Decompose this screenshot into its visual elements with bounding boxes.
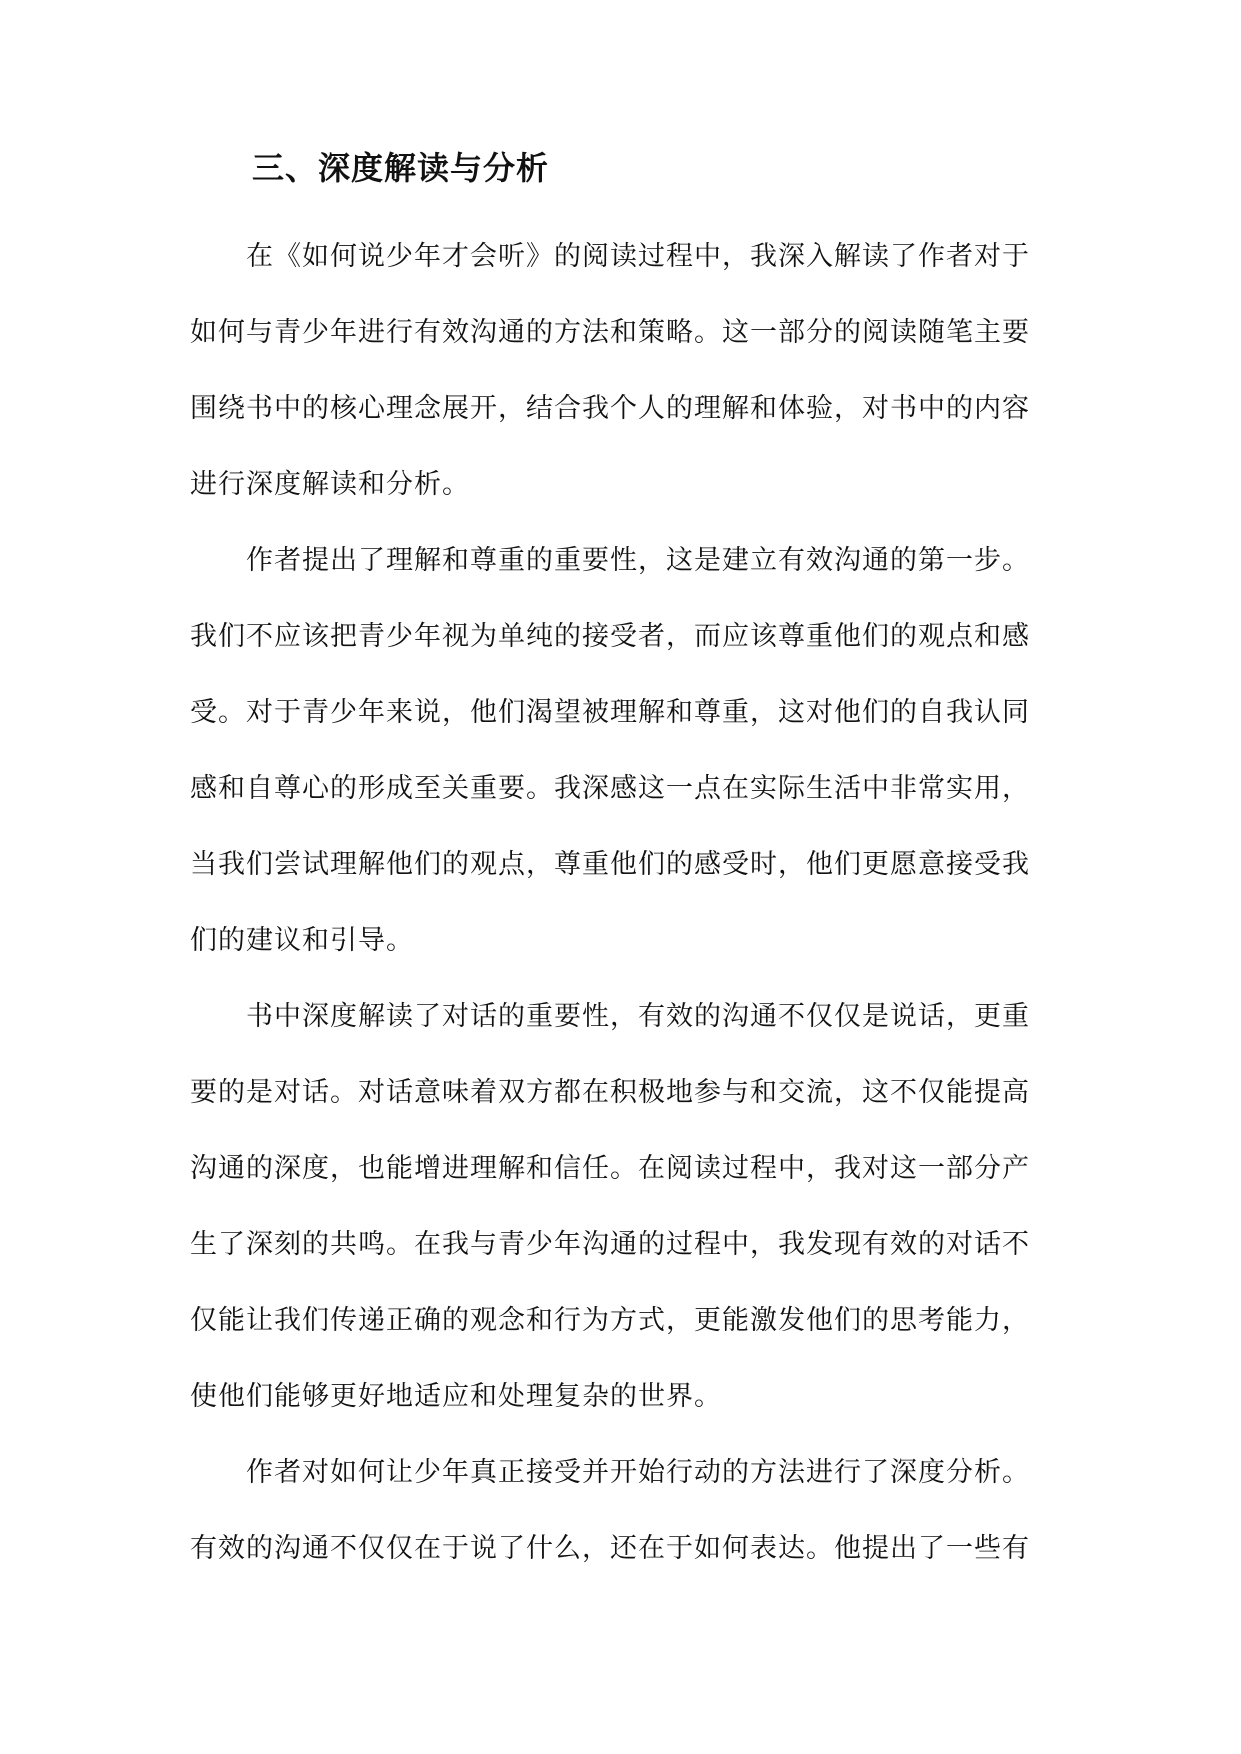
text-line: 要的是对话。对话意味着双方都在积极地参与和交流，这不仅能提高	[190, 1077, 1030, 1108]
text-line: 受。对于青少年来说，他们渴望被理解和尊重，这对他们的自我认同	[190, 697, 1030, 728]
text-line: 仅能让我们传递正确的观念和行为方式，更能激发他们的思考能力，	[190, 1305, 1030, 1336]
text-line: 沟通的深度，也能增进理解和信任。在阅读过程中，我对这一部分产	[190, 1153, 1030, 1184]
text-line: 有效的沟通不仅仅在于说了什么，还在于如何表达。他提出了一些有	[190, 1533, 1030, 1564]
text-line: 围绕书中的核心理念展开，结合我个人的理解和体验，对书中的内容	[190, 393, 1030, 424]
text-line: 们的建议和引导。	[190, 925, 414, 956]
text-line: 当我们尝试理解他们的观点，尊重他们的感受时，他们更愿意接受我	[190, 849, 1030, 880]
text-line: 进行深度解读和分析。	[190, 469, 470, 500]
text-line: 使他们能够更好地适应和处理复杂的世界。	[190, 1381, 722, 1412]
text-line: 我们不应该把青少年视为单纯的接受者，而应该尊重他们的观点和感	[190, 621, 1030, 652]
body-text	[190, 232, 1070, 1600]
section-heading: 三、深度解读与分析	[252, 149, 550, 187]
text-line: 在《如何说少年才会听》的阅读过程中，我深入解读了作者对于	[246, 241, 1030, 272]
text-line: 感和自尊心的形成至关重要。我深感这一点在实际生活中非常实用，	[190, 773, 1030, 804]
text-line: 作者提出了理解和尊重的重要性，这是建立有效沟通的第一步。	[246, 545, 1030, 576]
text-line: 书中深度解读了对话的重要性，有效的沟通不仅仅是说话，更重	[246, 1001, 1030, 1032]
text-line: 作者对如何让少年真正接受并开始行动的方法进行了深度分析。	[246, 1457, 1030, 1488]
text-line: 如何与青少年进行有效沟通的方法和策略。这一部分的阅读随笔主要	[190, 317, 1030, 348]
text-line: 生了深刻的共鸣。在我与青少年沟通的过程中，我发现有效的对话不	[190, 1229, 1030, 1260]
